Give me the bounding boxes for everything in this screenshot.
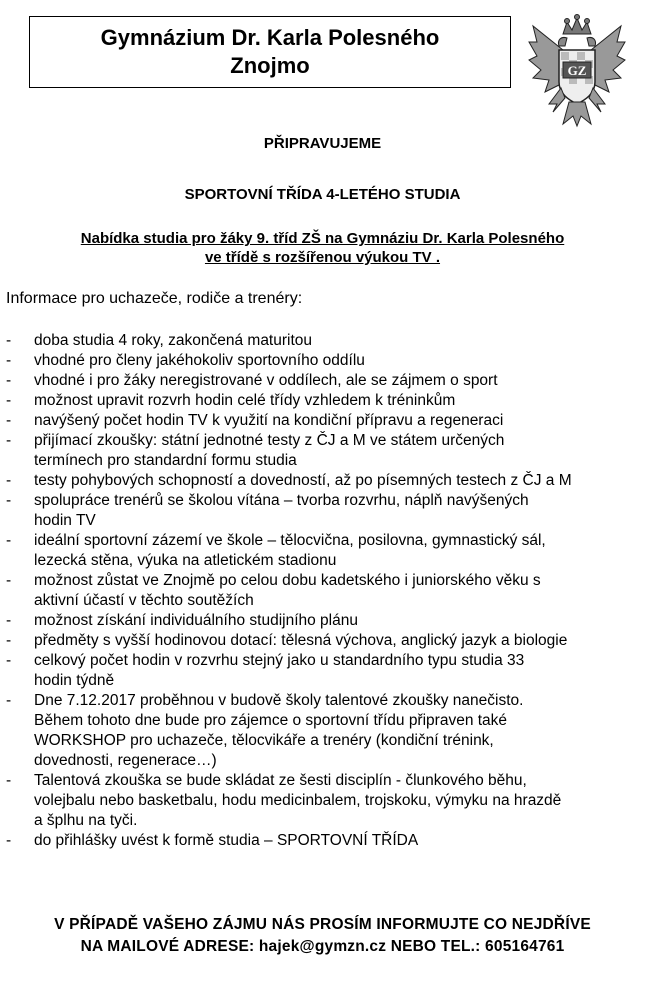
school-eagle-crest-logo (527, 12, 627, 128)
bullet-dash: - (6, 432, 12, 449)
list-item-line: možnost upravit rozvrh hodin celé třídy vzhledem k tréninkům (34, 392, 456, 409)
list-item-line: Během tohoto dne bude pro zájemce o sportovní třídu připraven také (34, 712, 508, 729)
list-item (6, 411, 636, 431)
list-item (6, 531, 636, 571)
preparing-heading: PŘIPRAVUJEME (263, 135, 382, 152)
list-item (6, 611, 636, 631)
list-item-line: testy pohybových schopností a dovedností, až po písemných testech z ČJ a M (34, 472, 572, 489)
crest-monogram: GZ (567, 63, 587, 78)
bullet-dash: - (6, 652, 12, 669)
school-title-box (29, 16, 511, 88)
list-item-line: do přihlášky uvést k formě studia – SPORTOVNÍ TŘÍDA (34, 832, 419, 849)
offer-line-1: Nabídka studia pro žáky 9. tříd ZŠ na Gymnáziu Dr. Karla Polesného (80, 230, 565, 247)
bullet-dash: - (6, 612, 12, 629)
list-item-line: celkový počet hodin v rozvrhu stejný jako u standardního typu studia 33 (34, 652, 525, 669)
bullet-dash: - (6, 472, 12, 489)
list-item-line: termínech pro standardní formu studia (34, 452, 297, 469)
list-item-line: možnost zůstat ve Znojmě po celou dobu kadetského i juniorského věku s (34, 572, 541, 589)
list-item (6, 351, 636, 371)
info-list (6, 331, 636, 851)
list-item (6, 331, 636, 351)
list-item-line: možnost získání individuálního studijního plánu (34, 612, 358, 629)
list-item-line: předměty s vyšší hodinovou dotací: tělesná výchova, anglický jazyk a biologie (34, 632, 568, 649)
list-item (6, 831, 636, 851)
offer-line-2: ve třídě s rozšířenou výukou TV . (204, 249, 441, 266)
intro-text: Informace pro uchazeče, rodiče a trenéry: (6, 290, 303, 307)
bullet-dash: - (6, 332, 12, 349)
list-item (6, 491, 636, 531)
bullet-dash: - (6, 572, 12, 589)
list-item-line: vhodné i pro žáky neregistrované v oddílech, ale se zájmem o sport (34, 372, 498, 389)
school-city: Znojmo (230, 53, 310, 78)
list-item-line: dovednosti, regenerace…) (34, 752, 217, 769)
list-item-line: Talentová zkouška se bude skládat ze šesti disciplín - člunkového běhu, (34, 772, 527, 789)
list-item-line: ideální sportovní zázemí ve škole – tělocvična, posilovna, gymnastický sál, (34, 532, 546, 549)
list-item (6, 391, 636, 411)
bullet-dash: - (6, 832, 12, 849)
footer-line-1: V PŘÍPADĚ VAŠEHO ZÁJMU NÁS PROSÍM INFORMUJTE CO NEJDŘÍVE (54, 916, 591, 933)
list-item-line: spolupráce trenérů se školou vítána – tvorba rozvrhu, náplň navýšených (34, 492, 529, 509)
list-item-line: navýšený počet hodin TV k využití na kondiční přípravu a regeneraci (34, 412, 504, 429)
bullet-dash: - (6, 352, 12, 369)
bullet-dash: - (6, 772, 12, 789)
list-item-line: vhodné pro členy jakéhokoliv sportovního oddílu (34, 352, 365, 369)
list-item (6, 471, 636, 491)
list-item (6, 371, 636, 391)
bullet-dash: - (6, 692, 12, 709)
bullet-dash: - (6, 492, 12, 509)
list-item (6, 631, 636, 651)
list-item-line: aktivní účastí v těchto soutěžích (34, 592, 254, 609)
list-item (6, 431, 636, 471)
list-item (6, 771, 636, 831)
list-item-line: hodin TV (34, 512, 96, 529)
offer-heading (0, 229, 645, 267)
bullet-dash: - (6, 532, 12, 549)
bullet-dash: - (6, 372, 12, 389)
list-item-line: doba studia 4 roky, zakončená maturitou (34, 332, 313, 349)
class-title: SPORTOVNÍ TŘÍDA 4-LETÉHO STUDIA (184, 186, 461, 203)
list-item-line: lezecká stěna, výuka na atletickém stadionu (34, 552, 337, 569)
list-item (6, 691, 636, 771)
contact-footer (0, 914, 645, 958)
footer-line-2: NA MAILOVÉ ADRESE: hajek@gymzn.cz NEBO TEL.: 605164761 (80, 938, 565, 955)
list-item (6, 651, 636, 691)
list-item-line: přijímací zkoušky: státní jednotné testy z ČJ a M ve státem určených (34, 432, 505, 449)
bullet-dash: - (6, 392, 12, 409)
bullet-dash: - (6, 632, 12, 649)
list-item-line: WORKSHOP pro uchazeče, tělocvikáře a trenéry (kondiční trénink, (34, 732, 494, 749)
list-item (6, 571, 636, 611)
list-item-line: hodin týdně (34, 672, 115, 689)
list-item-line: volejbalu nebo basketbalu, hodu medicinbalem, trojskoku, výmyku na hrazdě (34, 792, 562, 809)
bullet-dash: - (6, 412, 12, 429)
list-item-line: a šplhu na tyči. (34, 812, 138, 829)
list-item-line: Dne 7.12.2017 proběhnou v budově školy talentové zkoušky nanečisto. (34, 692, 524, 709)
school-name: Gymnázium Dr. Karla Polesného (100, 25, 440, 50)
